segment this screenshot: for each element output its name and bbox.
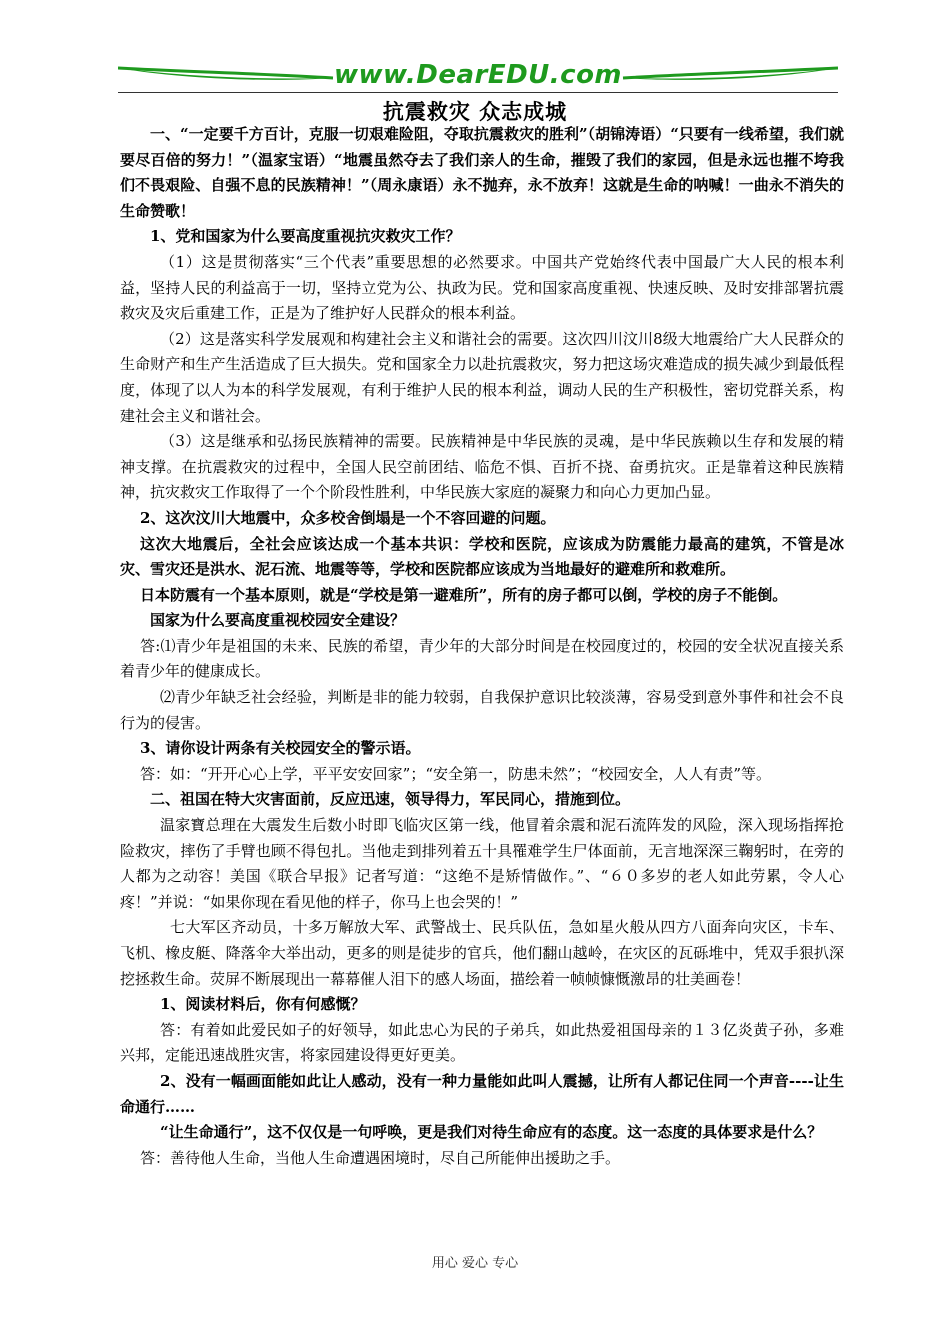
question-heading: 2、这次汶川大地震中，众多校舍倒塌是一个不容回避的问题。 xyxy=(140,508,556,527)
bold-paragraph: 这次大地震后，全社会应该达成一个基本共识：学校和医院，应该成为防震能力最高的建筑，不管是冰灾、雪灾还是洪水、泥石流、地震等等，学校和医院都应该成为当地最好的避难所和救难所。 xyxy=(120,534,844,579)
question-heading: 1、阅读材料后，你有何感慨？ xyxy=(160,995,366,1014)
page-footer: 用心 爱心 专心 xyxy=(431,1256,519,1271)
header-divider xyxy=(118,92,838,93)
answer-paragraph: 答：如：“开开心心上学，平平安安回家”；“安全第一，防患未然”；“校园安全，人人有责”等。 xyxy=(140,764,772,783)
answer-paragraph: 答：有着如此爱民如子的好领导，如此忠心为民的子弟兵，如此热爱祖国母亲的１３亿炎黄子孙，多难兴邦，定能迅速战胜灾害，将家园建设得更好更美。 xyxy=(120,1020,844,1065)
question-heading: 2、没有一幅画面能如此让人感动，没有一种力量能如此叫人震撼，让所有人都记住同一个声音----让生命通行…… xyxy=(120,1071,844,1116)
body-paragraph: 温家寶总理在大震发生后数小时即飞临灾区第一线，他冒着余震和泥石流阵发的风险，深入现场指挥抢险救灾，摔伤了手臂也顾不得包扎。当他走到排列着五十具罹难学生尸体面前，无言地深深三鞠躬时，在旁的人都为之动容！美国《联合早报》记者写道：“这绝不是矫情做作。”、“６０多岁的老人如此劳累，令人心疼！”并说：“如果你现在看见他的样子，你马上也会哭的！” xyxy=(120,816,844,911)
bold-paragraph: 日本防震有一个基本原则，就是“学校是第一避难所”，所有的房子都可以倒，学校的房子不能倒。 xyxy=(140,585,788,604)
answer-paragraph: （1）这是贯彻落实“三个代表”重要思想的必然要求。中国共产党始终代表中国最广大人民的根本利益，坚持人民的利益高于一切，坚持立党为公、执政为民。党和国家高度重视、快速反映、及时安排部署抗震救灾及灾后重建工作，正是为了维护好人民群众的根本利益。 xyxy=(120,252,844,323)
answer-paragraph: 答：善待他人生命，当他人生命遭遇困境时，尽自己所能伸出援助之手。 xyxy=(140,1148,621,1167)
question-heading: 1、党和国家为什么要高度重视抗灾救灾工作？ xyxy=(150,227,461,246)
answer-paragraph: 答:⑴青少年是祖国的未来、民族的希望，青少年的大部分时间是在校园度过的，校园的安全状况直接关系着青少年的健康成长。 xyxy=(120,636,844,681)
site-url[interactable]: www.DearEDU.com xyxy=(333,60,623,90)
question-heading: “让生命通行”，这不仅仅是一句呼唤，更是我们对待生命应有的态度。这一态度的具体要求是什么？ xyxy=(160,1123,823,1142)
document-body xyxy=(120,122,844,1171)
section-one-intro: 一、“一定要千方百计，克服一切艰难险阻，夺取抗震救灾的胜利”（胡锦涛语）“只要有一线希望，我们就要尽百倍的努力！”（温家宝语）“地震虽然夺去了我们亲人的生命，摧毁了我们的家园，但是永远也摧不垮我们不畏艰险、自强不息的民族精神！”（周永康语）永不抛弃，永不放弃！这就是生命的呐喊！一曲永不消失的生命赞歌！ xyxy=(120,125,844,220)
answer-paragraph: （2）这是落实科学发展观和构建社会主义和谐社会的需要。这次四川汶川8级大地震给广大人民群众的生命财产和生产生活造成了巨大损失。党和国家全力以赴抗震救灾，努力把这场灾难造成的损失减少到最低程度，体现了以人为本的科学发展观，有利于维护人民的根本利益，调动人民的生产积极性，密切党群关系，构建社会主义和谐社会。 xyxy=(120,329,844,425)
answer-paragraph: （3）这是继承和弘扬民族精神的需要。民族精神是中华民族的灵魂，是中华民族赖以生存和发展的精神支撑。在抗震救灾的过程中，全国人民空前团结、临危不惧、百折不挠、奋勇抗灾。正是靠着这种民族精神，抗灾救灾工作取得了一个个阶段性胜利，中华民族大家庭的凝聚力和向心力更加凸显。 xyxy=(120,432,844,502)
site-header xyxy=(118,58,838,92)
page-title: 抗震救灾 众志成城 xyxy=(382,99,568,124)
question-heading: 3、请你设计两条有关校园安全的警示语。 xyxy=(140,739,421,758)
question-heading: 国家为什么要高度重视校园安全建设？ xyxy=(150,611,406,630)
answer-paragraph: ⑵青少年缺乏社会经验，判断是非的能力较弱，自我保护意识比较淡薄，容易受到意外事件和社会不良行为的侵害。 xyxy=(120,688,844,732)
body-paragraph: 七大军区齐动员，十多万解放大军、武警战士、民兵队伍，急如星火般从四方八面奔向灾区，卡车、飞机、橡皮艇、降落伞大举出动，更多的则是徒步的官兵，他们翻山越岭，在灾区的瓦砾堆中，凭双手狠扒深挖拯救生命。荧屏不断展现出一幕幕催人泪下的感人场面，描绘着一帧帧慷慨激昂的壮美画卷！ xyxy=(120,918,844,988)
section-two-heading: 二、祖国在特大灾害面前，反应迅速，领导得力，军民同心，措施到位。 xyxy=(150,790,631,809)
